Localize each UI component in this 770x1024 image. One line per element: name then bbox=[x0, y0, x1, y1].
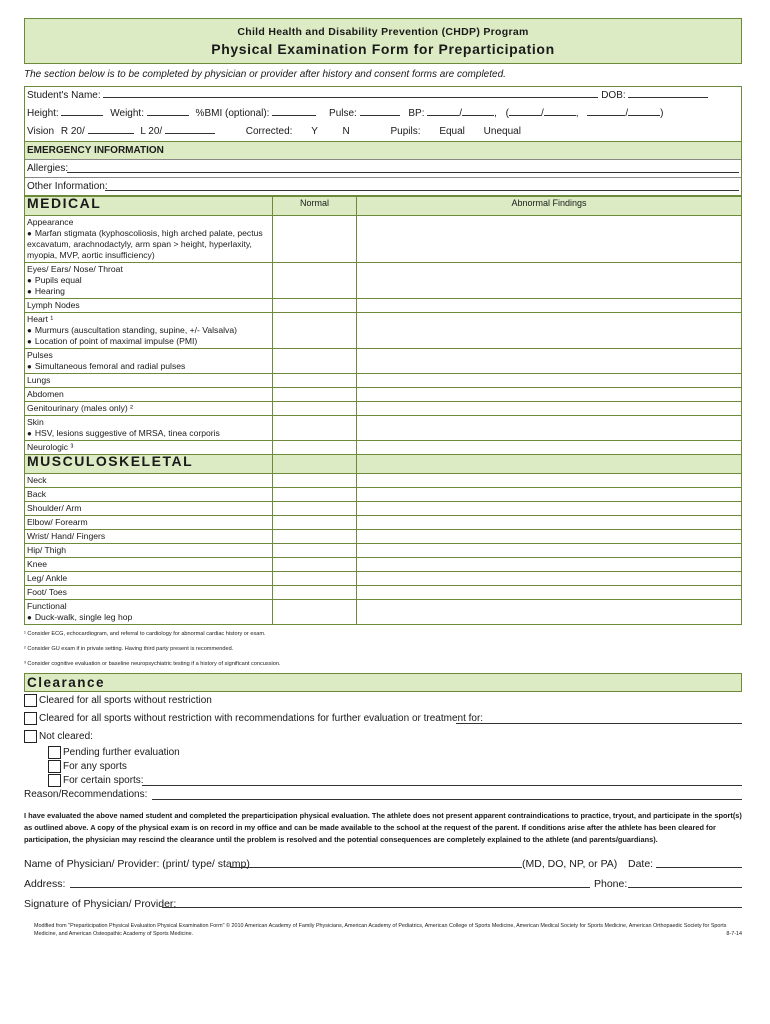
form-header bbox=[24, 18, 742, 64]
dob-field[interactable] bbox=[628, 87, 708, 98]
musculoskeletal-item-detail: ● Duck-walk, single leg hop bbox=[27, 612, 270, 623]
pupils-unequal[interactable]: Unequal bbox=[483, 126, 521, 137]
exam-form bbox=[24, 18, 742, 938]
emergency-title: EMERGENCY INFORMATION bbox=[25, 142, 741, 160]
medical-item-cell bbox=[25, 402, 273, 416]
bp-slash: / bbox=[459, 108, 463, 119]
medical-row bbox=[25, 216, 742, 263]
medical-abnormal-cell[interactable] bbox=[357, 313, 742, 349]
musculoskeletal-item-label: Foot/ Toes bbox=[27, 587, 67, 597]
musculoskeletal-item-label: Functional bbox=[27, 601, 67, 611]
medical-normal-cell[interactable] bbox=[273, 416, 357, 441]
other-info-field[interactable] bbox=[105, 179, 739, 191]
musculoskeletal-item-cell bbox=[25, 600, 273, 625]
musculoskeletal-row bbox=[25, 516, 742, 530]
physician-name-field[interactable] bbox=[230, 856, 522, 868]
clearance-option-3 bbox=[24, 728, 742, 746]
bp-comma: , bbox=[575, 108, 579, 119]
reason-row bbox=[24, 788, 742, 802]
medical-normal-cell[interactable] bbox=[273, 299, 357, 313]
medical-row bbox=[25, 263, 742, 299]
medical-item-cell bbox=[25, 349, 273, 374]
medical-item-detail: ● Simultaneous femoral and radial pulses bbox=[27, 361, 270, 372]
medical-row bbox=[25, 349, 742, 374]
medical-abnormal-cell[interactable] bbox=[357, 441, 742, 455]
pending-option bbox=[24, 746, 742, 760]
musculoskeletal-normal-cell[interactable] bbox=[273, 488, 357, 502]
medical-item-cell bbox=[25, 416, 273, 441]
musculoskeletal-abnormal-cell[interactable] bbox=[357, 488, 742, 502]
reason-label: Reason/Recommendations: bbox=[24, 789, 148, 800]
medical-item-label: Skin bbox=[27, 417, 44, 427]
student-name-field[interactable] bbox=[103, 87, 598, 98]
vision-r-field[interactable] bbox=[88, 123, 134, 134]
medical-item-label: Abdomen bbox=[27, 389, 64, 399]
pending-label: Pending further evaluation bbox=[63, 747, 180, 759]
footnote-1: ¹ Consider ECG, echocardiogram, and referral to cardiology for abnormal cardiac history or exam. bbox=[24, 631, 266, 637]
clearance-option-1 bbox=[24, 692, 742, 710]
recs-field[interactable] bbox=[456, 712, 742, 724]
form-title: Physical Examination Form for Preparticipation bbox=[211, 41, 555, 57]
musculoskeletal-abnormal-cell[interactable] bbox=[357, 600, 742, 625]
musculoskeletal-abnormal-cell[interactable] bbox=[357, 530, 742, 544]
musculoskeletal-abnormal-cell[interactable] bbox=[357, 558, 742, 572]
medical-abnormal-cell[interactable] bbox=[357, 299, 742, 313]
msk-header-row bbox=[25, 455, 742, 474]
medical-item-detail: ● Pupils equal bbox=[27, 275, 270, 286]
musculoskeletal-item-label: Leg/ Ankle bbox=[27, 573, 68, 583]
medical-row bbox=[25, 374, 742, 388]
medical-item-label: Eyes/ Ears/ Nose/ Throat bbox=[27, 264, 123, 274]
bp-field-2a[interactable] bbox=[509, 105, 541, 116]
medical-abnormal-cell[interactable] bbox=[357, 349, 742, 374]
signature-field[interactable] bbox=[162, 896, 742, 908]
phone-label: Phone: bbox=[594, 878, 628, 890]
musculoskeletal-abnormal-cell[interactable] bbox=[357, 516, 742, 530]
corrected-label: Corrected: bbox=[245, 126, 293, 137]
medical-item-label: Pulses bbox=[27, 350, 53, 360]
musculoskeletal-item-label: Elbow/ Forearm bbox=[27, 517, 88, 527]
musculoskeletal-abnormal-cell[interactable] bbox=[357, 474, 742, 488]
msk-normal-cell bbox=[273, 455, 357, 474]
musculoskeletal-row bbox=[25, 530, 742, 544]
physician-name-row bbox=[24, 854, 742, 874]
medical-item-detail: ● HSV, lesions suggestive of MRSA, tinea corporis bbox=[27, 428, 270, 439]
musculoskeletal-normal-cell[interactable] bbox=[273, 558, 357, 572]
other-info-label: Other Information: bbox=[27, 181, 108, 192]
cleared-checkbox[interactable] bbox=[24, 694, 37, 707]
medical-abnormal-cell[interactable] bbox=[357, 216, 742, 263]
program-name: Child Health and Disability Prevention (CHDP) Program bbox=[237, 26, 529, 38]
musculoskeletal-item-label: Back bbox=[27, 489, 47, 499]
physician-name-label: Name of Physician/ Provider: (print/ type/ stamp) bbox=[24, 858, 250, 870]
certain-sports-option bbox=[24, 774, 742, 788]
bp-field-3b[interactable] bbox=[628, 105, 660, 116]
medical-abnormal-cell[interactable] bbox=[357, 402, 742, 416]
medical-item-cell bbox=[25, 388, 273, 402]
medical-item-label: Lungs bbox=[27, 375, 51, 385]
vision-r-label: R 20/ bbox=[60, 126, 85, 137]
height-field[interactable] bbox=[61, 105, 103, 116]
musculoskeletal-abnormal-cell[interactable] bbox=[357, 544, 742, 558]
any-sports-label: For any sports bbox=[63, 761, 127, 773]
emergency-section bbox=[24, 142, 742, 196]
signature-label: Signature of Physician/ Provider: bbox=[24, 898, 177, 910]
musculoskeletal-normal-cell[interactable] bbox=[273, 516, 357, 530]
medical-item-label: Genitourinary (males only) ² bbox=[27, 403, 134, 413]
musculoskeletal-row bbox=[25, 502, 742, 516]
not-cleared-label: Not cleared: bbox=[39, 731, 93, 742]
medical-normal-cell[interactable] bbox=[273, 441, 357, 455]
medical-normal-cell[interactable] bbox=[273, 313, 357, 349]
footnote-3: ³ Consider cognitive evaluation or baseline neuropsychiatric testing if a history of significant concussion. bbox=[24, 661, 281, 667]
pupils-label: Pupils: bbox=[390, 126, 421, 137]
cleared-with-recs-checkbox[interactable] bbox=[24, 712, 37, 725]
musculoskeletal-row bbox=[25, 600, 742, 625]
bp-slash: / bbox=[540, 108, 544, 119]
allergies-row bbox=[25, 160, 741, 178]
medical-normal-cell[interactable] bbox=[273, 402, 357, 416]
credit-line bbox=[24, 922, 742, 938]
instruction-note: The section below is to be completed by physician or provider after history and consent forms are completed. bbox=[24, 69, 506, 80]
name-row bbox=[27, 87, 739, 105]
vision-row bbox=[27, 123, 739, 141]
medical-row bbox=[25, 416, 742, 441]
pulse-field[interactable] bbox=[360, 105, 400, 116]
other-info-row bbox=[25, 178, 741, 195]
weight-field[interactable] bbox=[147, 105, 189, 116]
musculoskeletal-item-label: Hip/ Thigh bbox=[27, 545, 67, 555]
musculoskeletal-item-label: Knee bbox=[27, 559, 48, 569]
medical-header-row bbox=[25, 197, 742, 216]
medical-item-cell bbox=[25, 299, 273, 313]
bp-comma: , bbox=[494, 108, 497, 119]
medical-item-cell bbox=[25, 313, 273, 349]
medical-item-detail: ● Marfan stigmata (kyphoscoliosis, high arched palate, pectus excavatum, arachnodactyly, arm span > height, hyperlaxity, myopia, MVP, aortic insufficiency) bbox=[27, 228, 270, 261]
medical-item-cell bbox=[25, 263, 273, 299]
student-name-label: Student's Name: bbox=[27, 90, 101, 101]
abnormal-column-header: Abnormal Findings bbox=[357, 197, 742, 216]
vision-l-label: L 20/ bbox=[140, 126, 163, 137]
medical-item-label: Neurologic ³ bbox=[27, 442, 74, 452]
musculoskeletal-abnormal-cell[interactable] bbox=[357, 502, 742, 516]
bp-field-2b[interactable] bbox=[544, 105, 576, 116]
medical-item-label: Appearance bbox=[27, 217, 74, 227]
credit-text: Modified from "Preparticipation Physical Evaluation Physical Examination Form" © 2010 American Academy of Family Physicians, American Academy of Pediatrics, American College of Sports Medicine, American Medical Society for Sports Medicine, American Orthopaedic Society for Sports Medicine, and American Osteopathic Academy of Sports Medicine. bbox=[34, 923, 727, 937]
allergies-label: Allergies: bbox=[27, 163, 69, 174]
clearance-title: Clearance bbox=[24, 673, 742, 692]
msk-title: MUSCULOSKELETAL bbox=[25, 455, 273, 474]
bp-field-1a[interactable] bbox=[427, 105, 459, 116]
musculoskeletal-item-cell bbox=[25, 530, 273, 544]
medical-item-detail: ● Murmurs (auscultation standing, supine, +/- Valsalva) bbox=[27, 325, 270, 336]
credential-label: (MD, DO, NP, or PA) bbox=[522, 858, 618, 870]
musculoskeletal-normal-cell[interactable] bbox=[273, 544, 357, 558]
pulse-label: Pulse: bbox=[329, 108, 357, 119]
medical-row bbox=[25, 388, 742, 402]
musculoskeletal-item-cell bbox=[25, 558, 273, 572]
musculoskeletal-item-label: Shoulder/ Arm bbox=[27, 503, 82, 513]
musculoskeletal-row bbox=[25, 488, 742, 502]
medical-abnormal-cell[interactable] bbox=[357, 416, 742, 441]
musculoskeletal-item-cell bbox=[25, 544, 273, 558]
medical-row bbox=[25, 313, 742, 349]
clearance-option-2 bbox=[24, 710, 742, 728]
corrected-yes[interactable]: Y bbox=[311, 126, 318, 137]
medical-normal-cell[interactable] bbox=[273, 349, 357, 374]
musculoskeletal-row bbox=[25, 544, 742, 558]
msk-abnormal-cell bbox=[357, 455, 742, 474]
musculoskeletal-item-label: Wrist/ Hand/ Fingers bbox=[27, 531, 106, 541]
footnotes bbox=[24, 629, 742, 669]
normal-column-header: Normal bbox=[273, 197, 357, 216]
medical-abnormal-cell[interactable] bbox=[357, 388, 742, 402]
medical-row bbox=[25, 299, 742, 313]
date-label: Date: bbox=[628, 858, 654, 870]
musculoskeletal-row bbox=[25, 572, 742, 586]
revision-date: 8-7-14 bbox=[726, 931, 742, 937]
musculoskeletal-item-cell bbox=[25, 488, 273, 502]
reason-field[interactable] bbox=[152, 788, 742, 800]
corrected-no[interactable]: N bbox=[342, 126, 350, 137]
bp-close-paren: ) bbox=[660, 108, 664, 119]
attestation-statement: I have evaluated the above named student and completed the preparticipation physical evaluation. The athlete does not present apparent contraindications to practice, tryout, and participate in the sport(s) as outlined above. A copy of the physical exam is on record in my office and can be made available to the school at the request of the parent. If conditions arise after the athlete has been cleared for participation, the physician may rescind the clearance until the problem is resolved and the potential consequences are completely explained to the athlete (and parents/guardians). bbox=[24, 811, 742, 844]
medical-abnormal-cell[interactable] bbox=[357, 374, 742, 388]
bp-open-paren: ( bbox=[505, 108, 509, 119]
musculoskeletal-normal-cell[interactable] bbox=[273, 502, 357, 516]
musculoskeletal-normal-cell[interactable] bbox=[273, 572, 357, 586]
medical-item-detail: ● Hearing bbox=[27, 286, 270, 297]
medical-title: MEDICAL bbox=[25, 197, 273, 216]
certain-sports-checkbox[interactable] bbox=[48, 774, 61, 787]
musculoskeletal-abnormal-cell[interactable] bbox=[357, 572, 742, 586]
bp-label: BP: bbox=[408, 108, 425, 119]
medical-item-label: Heart ¹ bbox=[27, 314, 54, 324]
musculoskeletal-normal-cell[interactable] bbox=[273, 586, 357, 600]
bp-field-3a[interactable] bbox=[587, 105, 625, 116]
musculoskeletal-item-cell bbox=[25, 572, 273, 586]
any-sports-checkbox[interactable] bbox=[48, 760, 61, 773]
musculoskeletal-abnormal-cell[interactable] bbox=[357, 586, 742, 600]
medical-normal-cell[interactable] bbox=[273, 374, 357, 388]
cleared-with-recs-label: Cleared for all sports without restriction with recommendations for further evaluation or treatment for: bbox=[39, 713, 484, 724]
certain-sports-label: For certain sports: bbox=[63, 775, 144, 787]
dob-label: DOB: bbox=[601, 90, 626, 101]
medical-abnormal-cell[interactable] bbox=[357, 263, 742, 299]
musculoskeletal-item-cell bbox=[25, 586, 273, 600]
footnote-2: ² Consider GU exam if in private setting. Having third party present is recommended. bbox=[24, 646, 234, 652]
musculoskeletal-item-cell bbox=[25, 516, 273, 530]
address-field[interactable] bbox=[70, 876, 590, 888]
musculoskeletal-normal-cell[interactable] bbox=[273, 474, 357, 488]
medical-row bbox=[25, 402, 742, 416]
vision-l-field[interactable] bbox=[165, 123, 215, 134]
musculoskeletal-row bbox=[25, 558, 742, 572]
weight-label: Weight: bbox=[110, 108, 144, 119]
bmi-field[interactable] bbox=[272, 105, 316, 116]
address-row bbox=[24, 874, 742, 894]
medical-item-detail: ● Location of point of maximal impulse (PMI) bbox=[27, 336, 270, 347]
medical-normal-cell[interactable] bbox=[273, 216, 357, 263]
medical-table bbox=[24, 196, 742, 625]
pupils-equal[interactable]: Equal bbox=[439, 126, 465, 137]
medical-normal-cell[interactable] bbox=[273, 263, 357, 299]
bp-slash: / bbox=[625, 108, 629, 119]
student-info-box bbox=[24, 86, 742, 142]
musculoskeletal-item-label: Neck bbox=[27, 475, 47, 485]
cleared-label: Cleared for all sports without restriction bbox=[39, 695, 212, 706]
certain-sports-field[interactable] bbox=[142, 774, 742, 786]
musculoskeletal-row bbox=[25, 474, 742, 488]
any-sports-option bbox=[24, 760, 742, 774]
medical-item-cell bbox=[25, 216, 273, 263]
phone-field[interactable] bbox=[628, 876, 742, 888]
pending-checkbox[interactable] bbox=[48, 746, 61, 759]
musculoskeletal-normal-cell[interactable] bbox=[273, 530, 357, 544]
signature-row bbox=[24, 894, 742, 914]
allergies-field[interactable] bbox=[67, 161, 739, 173]
date-field[interactable] bbox=[656, 856, 742, 868]
vitals-row bbox=[27, 105, 739, 123]
medical-item-label: Lymph Nodes bbox=[27, 300, 80, 310]
musculoskeletal-normal-cell[interactable] bbox=[273, 600, 357, 625]
not-cleared-checkbox[interactable] bbox=[24, 730, 37, 743]
address-label: Address: bbox=[24, 878, 66, 890]
bmi-label: %BMI (optional): bbox=[195, 108, 270, 119]
medical-item-cell bbox=[25, 374, 273, 388]
musculoskeletal-item-cell bbox=[25, 474, 273, 488]
musculoskeletal-item-cell bbox=[25, 502, 273, 516]
musculoskeletal-row bbox=[25, 586, 742, 600]
vision-label: Vision bbox=[27, 126, 55, 137]
medical-normal-cell[interactable] bbox=[273, 388, 357, 402]
height-label: Height: bbox=[27, 108, 59, 119]
bp-field-1b[interactable] bbox=[462, 105, 494, 116]
